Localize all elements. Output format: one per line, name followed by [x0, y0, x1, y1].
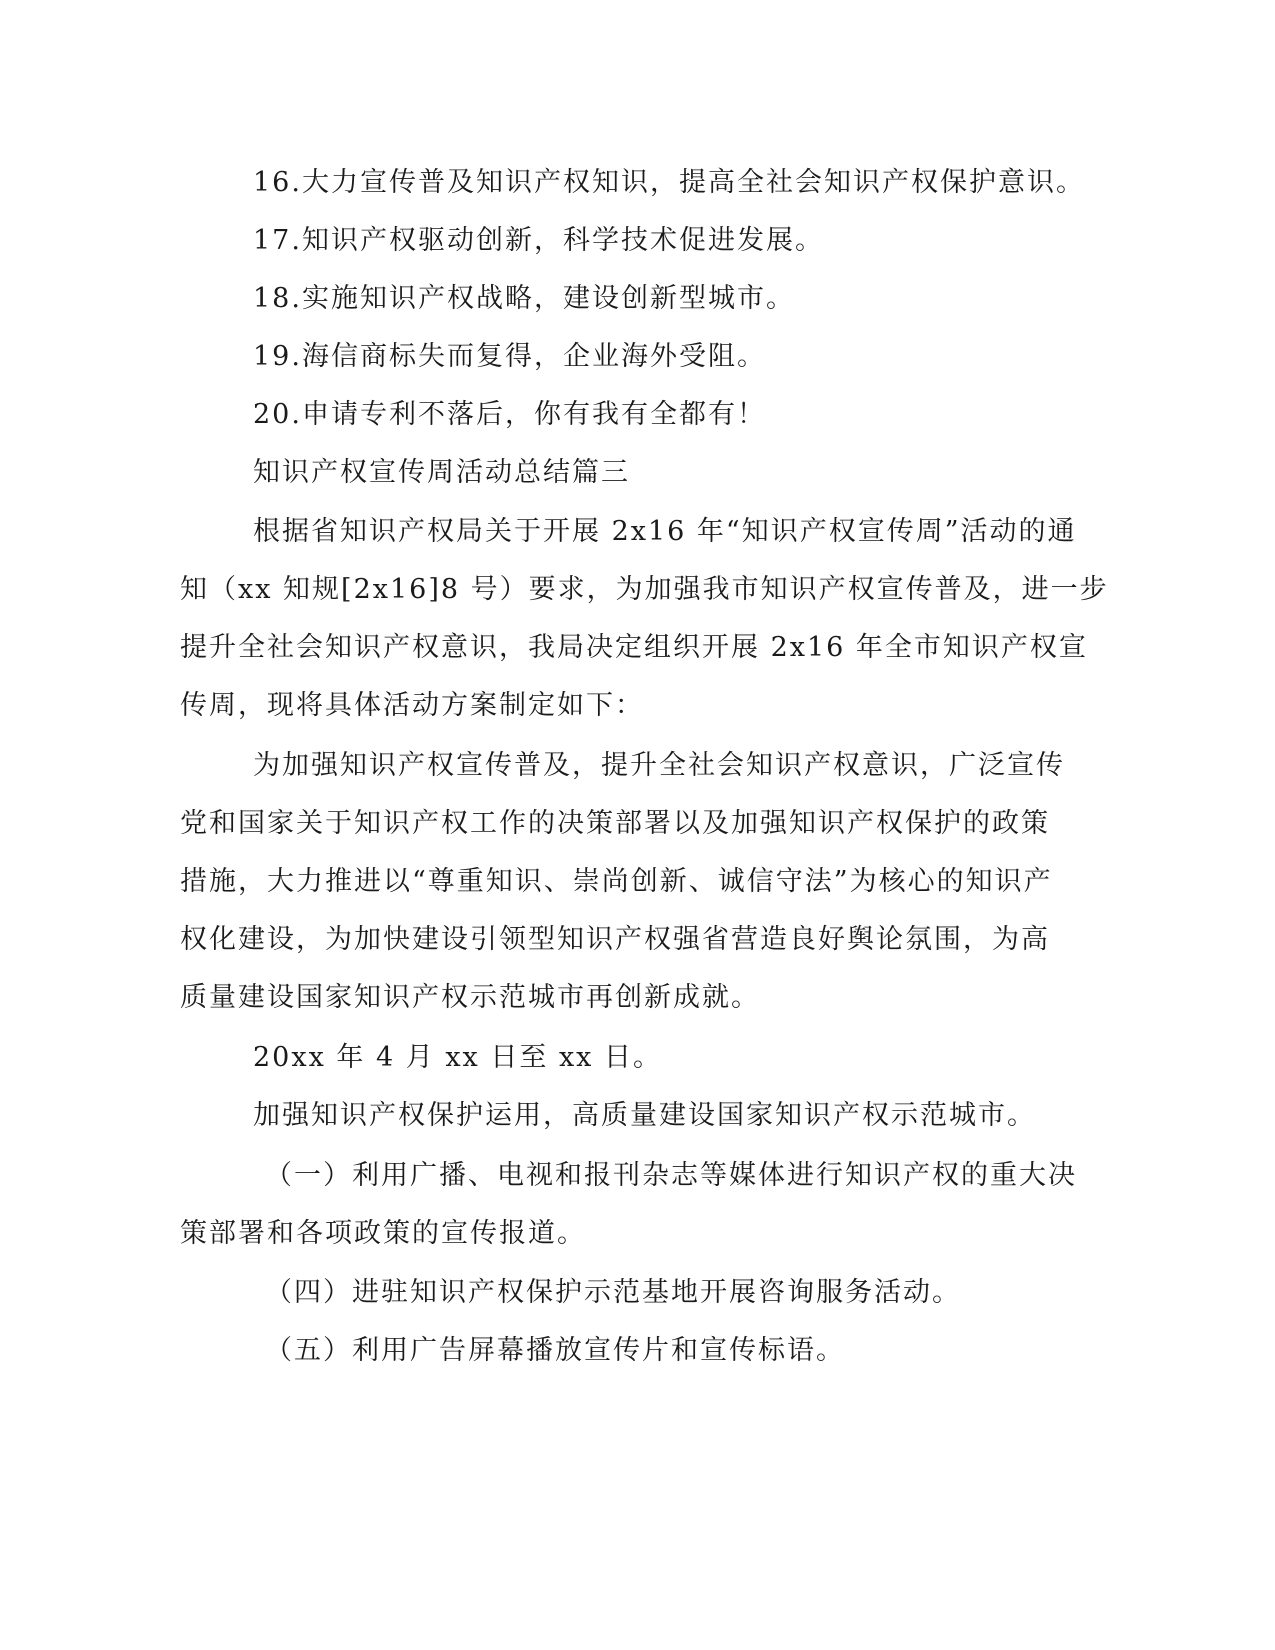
list-item-20: 20.申请专利不落后，你有我有全都有！	[253, 399, 766, 430]
item-5: （五）利用广告屏幕播放宣传片和宣传标语。	[265, 1335, 845, 1366]
paragraph-1-line-3: 提升全社会知识产权意识，我局决定组织开展 2x16 年全市知识产权宣	[180, 632, 1088, 663]
list-item-18: 18.实施知识产权战略，建设创新型城市。	[253, 283, 795, 314]
paragraph-2-line-3: 措施，大力推进以“尊重知识、崇尚创新、诚信守法”为核心的知识产	[180, 866, 1053, 897]
paragraph-1-line-4: 传周，现将具体活动方案制定如下：	[180, 690, 644, 721]
list-item-16: 16.大力宣传普及知识产权知识，提高全社会知识产权保护意识。	[253, 167, 1085, 198]
item-1-line-1: （一）利用广播、电视和报刊杂志等媒体进行知识产权的重大决	[265, 1160, 1077, 1191]
list-item-19: 19.海信商标失而复得，企业海外受阻。	[253, 341, 766, 372]
paragraph-1-line-1: 根据省知识产权局关于开展 2x16 年“知识产权宣传周”活动的通	[253, 516, 1077, 547]
paragraph-2-line-1: 为加强知识产权宣传普及，提升全社会知识产权意识，广泛宣传	[253, 750, 1065, 781]
paragraph-2-line-4: 权化建设，为加快建设引领型知识产权强省营造良好舆论氛围，为高	[180, 924, 1050, 955]
item-4: （四）进驻知识产权保护示范基地开展咨询服务活动。	[265, 1277, 961, 1308]
paragraph-1-line-2: 知（xx 知规[2x16]8 号）要求，为加强我市知识产权宣传普及，进一步	[180, 574, 1109, 605]
item-1-line-2: 策部署和各项政策的宣传报道。	[180, 1218, 586, 1249]
paragraph-2-line-2: 党和国家关于知识产权工作的决策部署以及加强知识产权保护的政策	[180, 808, 1050, 839]
date-line: 20xx 年 4 月 xx 日至 xx 日。	[253, 1042, 662, 1073]
section-title: 知识产权宣传周活动总结篇三	[253, 457, 630, 488]
paragraph-2-line-5: 质量建设国家知识产权示范城市再创新成就。	[180, 982, 760, 1013]
theme-line: 加强知识产权保护运用，高质量建设国家知识产权示范城市。	[253, 1100, 1036, 1131]
list-item-17: 17.知识产权驱动创新，科学技术促进发展。	[253, 225, 824, 256]
